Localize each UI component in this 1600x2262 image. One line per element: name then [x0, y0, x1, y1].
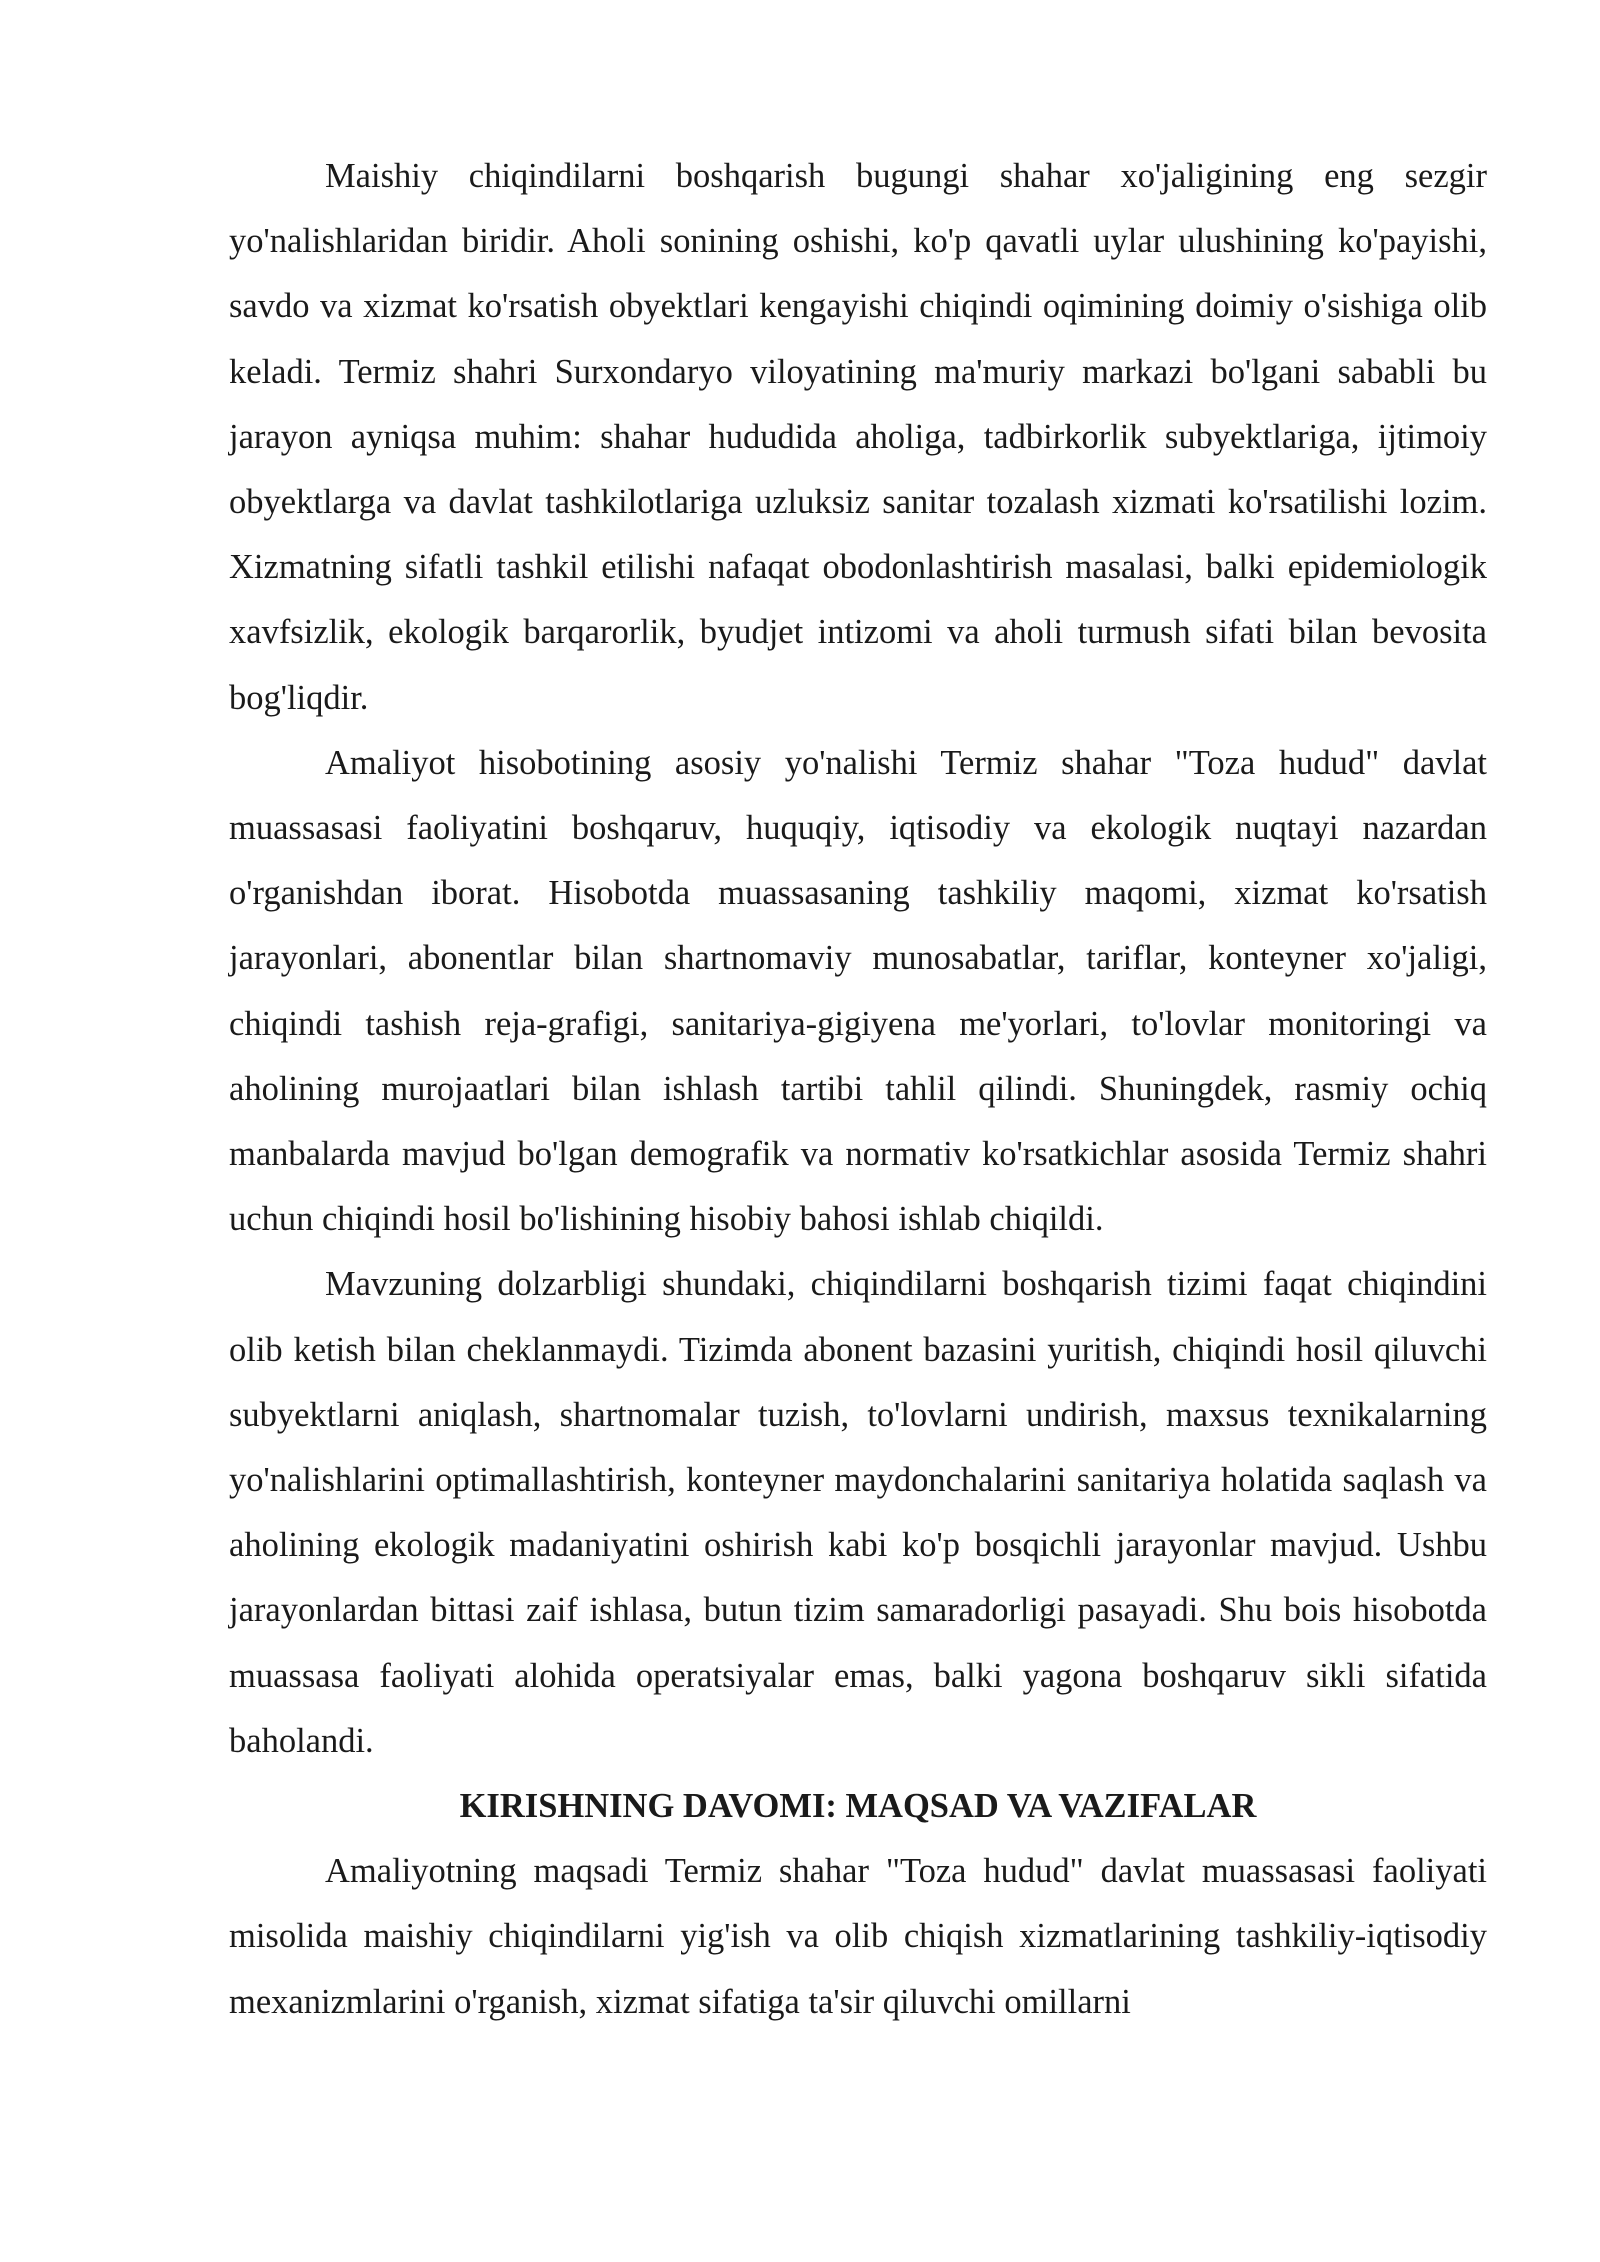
paragraph-relevance: Mavzuning dolzarbligi shundaki, chiqindilarni boshqarish tizimi faqat chiqindini olib ketish bilan cheklanmaydi. Tizimda abonent bazasini yuritish, chiqindi hosil qiluvchi subyektlarni aniqlash, shartnomalar tuzish, to'lovlarni undirish, maxsus texnikalarning yo'nalishlarini optimallashtirish, konteyner maydonchalarini sanitariya holatida saqlash va aholining ekologik madaniyatini oshirish kabi ko'p bosqichli jarayonlar mavjud. Ushbu jarayonlardan bittasi zaif ishlasa, butun tizim samaradorligi pasayadi. Shu bois hisobotda muassasa faoliyati alohida operatsiyalar emas, balki yagona boshqaruv sikli sifatida baholandi.: [229, 1265, 1487, 1760]
paragraph-intro: Maishiy chiqindilarni boshqarish bugungi shahar xo'jaligining eng sezgir yo'nalishlaridan biridir. Aholi sonining oshishi, ko'p qavatli uylar ulushining ko'payishi, savdo va xizmat ko'rsatish obyektlari kengayishi chiqindi oqimining doimiy o'sishiga olib keladi. Termiz shahri Surxondaryo viloyatining ma'muriy markazi bo'lgani sababli bu jarayon ayniqsa muhim: shahar hududida aholiga, tadbirkorlik subyektlariga, ijtimoiy obyektlarga va davlat tashkilotlariga uzluksiz sanitar tozalash xizmati ko'rsatilishi lozim. Xizmatning sifatli tashkil etilishi nafaqat obodonlashtirish masalasi, balki epidemiologik xavfsizlik, ekologik barqarorlik, byudjet intizomi va aholi turmush sifati bilan bevosita bog'liqdir.: [229, 157, 1487, 717]
paragraph-report-focus: Amaliyot hisobotining asosiy yo'nalishi Termiz shahar "Toza hudud" davlat muassasasi faoliyatini boshqaruv, huquqiy, iqtisodiy va ekologik nuqtayi nazardan o'rganishdan iborat. Hisobotda muassasaning tashkiliy maqomi, xizmat ko'rsatish jarayonlari, abonentlar bilan shartnomaviy munosabatlar, tariflar, konteyner xo'jaligi, chiqindi tashish reja-grafigi, sanitariya-gigiyena me'yorlari, to'lovlar monitoringi va aholining murojaatlari bilan ishlash tartibi tahlil qilindi. Shuningdek, rasmiy ochiq manbalarda mavjud bo'lgan demografik va normativ ko'rsatkichlar asosida Termiz shahri uchun chiqindi hosil bo'lishining hisobiy bahosi ishlab chiqildi.: [229, 743, 1487, 1239]
document-page: [229, 144, 1487, 2035]
section-heading: KIRISHNING DAVOMI: MAQSAD VA VAZIFALAR: [459, 1787, 1257, 1826]
paragraph-goal: Amaliyotning maqsadi Termiz shahar "Toza hudud" davlat muassasasi faoliyati misolida maishiy chiqindilarni yig'ish va olib chiqish xizmatlarining tashkiliy-iqtisodiy mexanizmlarini o'rganish, xizmat sifatiga ta'sir qiluvchi omillarni: [229, 1852, 1487, 2021]
